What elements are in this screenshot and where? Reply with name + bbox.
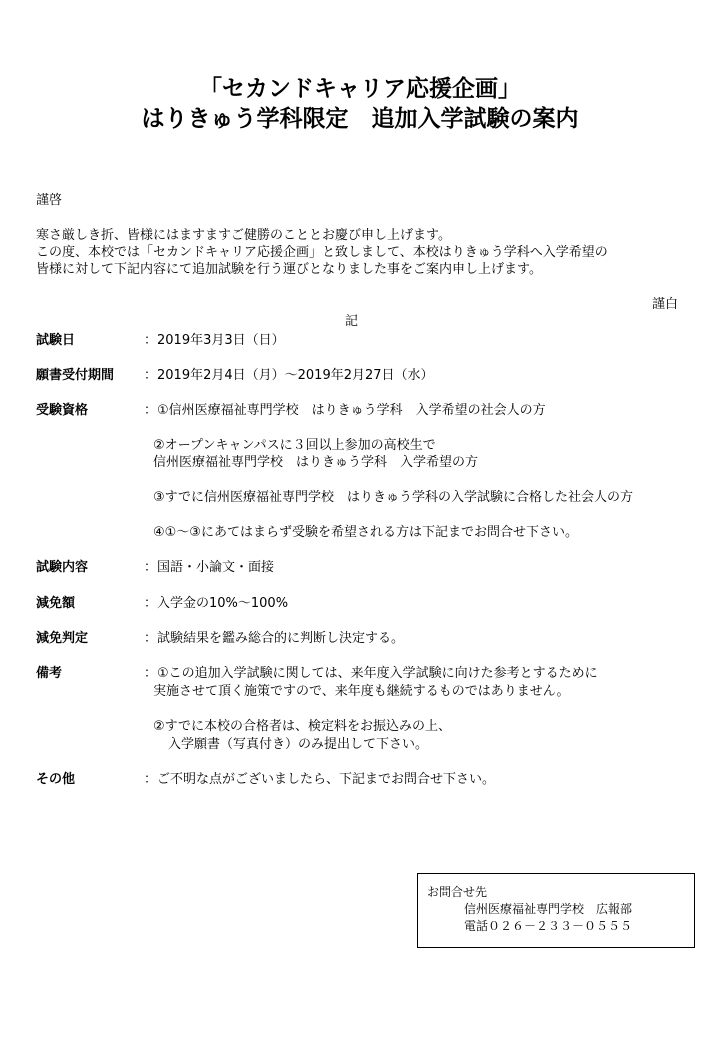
exam-date-value: ：2019年3月3日（日） [144, 333, 285, 348]
document-title-line-1: 「セカンドキャリア応援企画」 [199, 76, 521, 102]
qualification-item-2b: 信州医療福祉専門学校 はりきゅう学科 入学希望の方 [153, 455, 479, 470]
exam-content-label: 試験内容 [36, 560, 89, 575]
other-label: その他 [36, 772, 76, 787]
qualification-label: 受験資格 [36, 403, 89, 418]
ki-heading: 記 [345, 314, 359, 329]
intro-line-2: この度、本校では「セカンドキャリア応援企画」と致しまして、本校はりきゅう学科へ入学希望の [36, 245, 608, 260]
qualification-item-2a: ②オープンキャンパスに３回以上参加の高校生で [153, 438, 436, 453]
contact-heading: お問合せ先 [427, 885, 488, 899]
exam-date-label: 試験日 [36, 333, 76, 348]
reduction-amount-label: 減免額 [36, 596, 76, 611]
reduction-amount-value: ：入学金の10%～100% [144, 596, 289, 611]
remarks-item-2a: ②すでに本校の合格者は、検定料をお振込みの上、 [153, 719, 452, 734]
contact-box [417, 873, 695, 948]
remarks-item-2b: 入学願書（写真付き）のみ提出して下さい。 [168, 737, 429, 752]
qualification-item-3: ③すでに信州医療福祉専門学校 はりきゅう学科の入学試験に合格した社会人の方 [153, 490, 634, 505]
application-period-label: 願書受付期間 [36, 368, 115, 383]
intro-line-1: 寒さ厳しき折、皆様にはますますご健勝のこととお慶び申し上げます。 [36, 228, 451, 243]
reduction-decision-label: 減免判定 [36, 631, 89, 646]
reduction-decision-value: ：試験結果を鑑み総合的に判断し決定する。 [144, 631, 405, 646]
application-period-value: ：2019年2月4日（月）～2019年2月27日（水） [144, 368, 434, 383]
greeting-open: 謹啓 [36, 193, 63, 208]
exam-content-value: ：国語・小論文・面接 [144, 560, 275, 575]
remarks-label: 備考 [36, 666, 63, 681]
remarks-item-1b: 実施させて頂く施策ですので、来年度も継続するものではありません。 [153, 684, 570, 699]
remarks-item-1a: ：①この追加入学試験に関しては、来年度入学試験に向けた参考とするために [144, 666, 598, 681]
greeting-close: 謹白 [652, 297, 679, 312]
qualification-item-4: ④①～③にあてはまらず受験を希望される方は下記までお問合せ下さい。 [153, 525, 578, 540]
contact-phone: 電話０２６－２３３－０５５５ [464, 919, 633, 933]
document-title-line-2: はりきゅう学科限定 追加入学試験の案内 [141, 106, 579, 132]
qualification-item-1: ：①信州医療福祉専門学校 はりきゅう学科 入学希望の社会人の方 [144, 403, 546, 418]
intro-line-3: 皆様に対して下記内容にて追加試験を行う運びとなりました事をご案内申し上げます。 [36, 262, 542, 277]
other-value: ：ご不明な点がございましたら、下記までお問合せ下さい。 [144, 772, 496, 787]
contact-organization: 信州医療福祉専門学校 広報部 [464, 902, 633, 916]
